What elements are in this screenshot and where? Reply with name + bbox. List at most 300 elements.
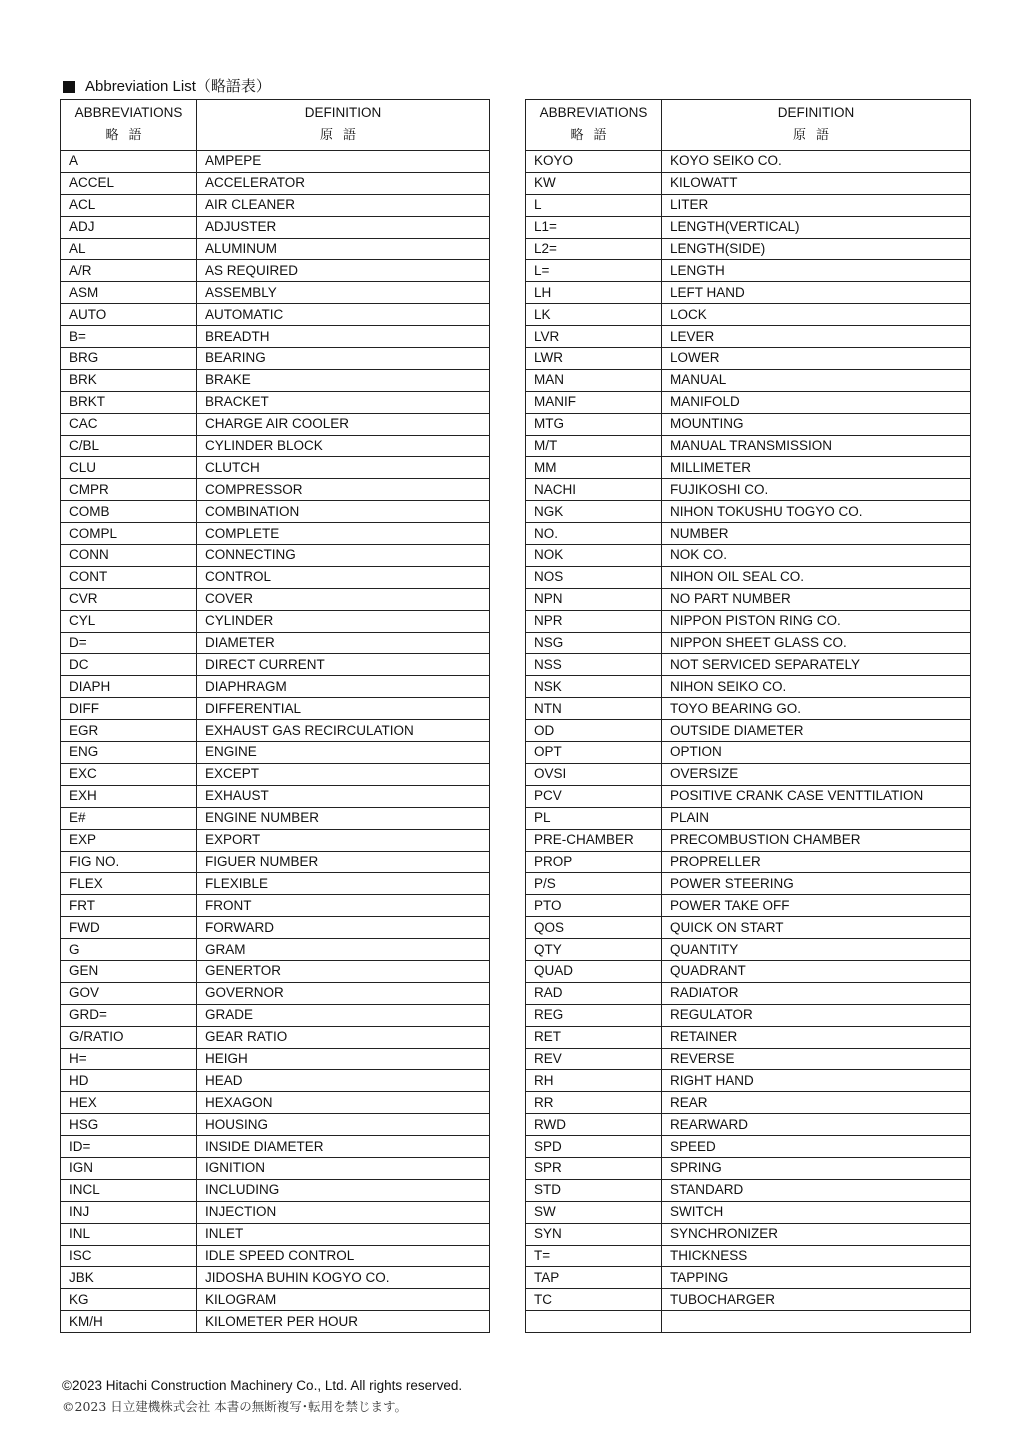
abbreviation-cell: NGK bbox=[526, 501, 662, 523]
definition-cell: GEAR RATIO bbox=[197, 1026, 490, 1048]
definition-cell: GOVERNOR bbox=[197, 982, 490, 1004]
table-row bbox=[61, 939, 490, 961]
definition-cell: NO PART NUMBER bbox=[662, 588, 971, 610]
definition-cell: LITER bbox=[662, 194, 971, 216]
abbreviation-cell: CMPR bbox=[61, 479, 197, 501]
definition-cell: CONNECTING bbox=[197, 545, 490, 567]
table-row bbox=[61, 1311, 490, 1333]
abbreviation-cell: P/S bbox=[526, 873, 662, 895]
abbreviation-cell: KM/H bbox=[61, 1311, 197, 1333]
table-row bbox=[526, 1289, 971, 1311]
definition-cell: MANIFOLD bbox=[662, 391, 971, 413]
table-row bbox=[61, 326, 490, 348]
abbreviation-cell: QUAD bbox=[526, 960, 662, 982]
table-row bbox=[526, 851, 971, 873]
abbreviation-cell: SPR bbox=[526, 1157, 662, 1179]
abbreviation-cell: ACCEL bbox=[61, 172, 197, 194]
definition-cell: KILOGRAM bbox=[197, 1289, 490, 1311]
table-row bbox=[61, 1267, 490, 1289]
abbreviation-cell: NOK bbox=[526, 545, 662, 567]
abbreviation-cell: IGN bbox=[61, 1157, 197, 1179]
abbreviation-cell: MANIF bbox=[526, 391, 662, 413]
abbreviation-cell: G bbox=[61, 939, 197, 961]
abbreviation-cell: EXC bbox=[61, 763, 197, 785]
definition-cell: FIGUER NUMBER bbox=[197, 851, 490, 873]
abbreviation-cell: FWD bbox=[61, 917, 197, 939]
table-row bbox=[61, 1136, 490, 1158]
table-row bbox=[526, 501, 971, 523]
table-row bbox=[526, 1004, 971, 1026]
table-row bbox=[526, 479, 971, 501]
abbreviation-cell: M/T bbox=[526, 435, 662, 457]
definition-cell: HOUSING bbox=[197, 1114, 490, 1136]
definition-cell: HEIGH bbox=[197, 1048, 490, 1070]
table-row bbox=[61, 435, 490, 457]
table-row bbox=[61, 654, 490, 676]
table-row bbox=[61, 632, 490, 654]
table-row bbox=[61, 960, 490, 982]
definition-cell: STANDARD bbox=[662, 1179, 971, 1201]
abbreviations-header bbox=[61, 100, 197, 151]
table-row bbox=[61, 610, 490, 632]
definition-cell: COMBINATION bbox=[197, 501, 490, 523]
definition-cell: QUICK ON START bbox=[662, 917, 971, 939]
abbreviation-cell: KOYO bbox=[526, 151, 662, 173]
table-row bbox=[526, 654, 971, 676]
abbreviation-cell: ADJ bbox=[61, 216, 197, 238]
abbreviations-header-jp: 略語 bbox=[570, 128, 617, 143]
definition-cell: ENGINE NUMBER bbox=[197, 807, 490, 829]
definition-cell bbox=[662, 1311, 971, 1333]
abbreviation-cell: PCV bbox=[526, 785, 662, 807]
abbreviation-cell: ISC bbox=[61, 1245, 197, 1267]
table-row bbox=[526, 960, 971, 982]
definition-cell: INJECTION bbox=[197, 1201, 490, 1223]
table-row bbox=[61, 982, 490, 1004]
abbreviation-cell: ID= bbox=[61, 1136, 197, 1158]
abbreviation-cell: QTY bbox=[526, 939, 662, 961]
definition-cell: COMPRESSOR bbox=[197, 479, 490, 501]
table-row bbox=[526, 369, 971, 391]
definition-cell: DIRECT CURRENT bbox=[197, 654, 490, 676]
definition-cell: SPEED bbox=[662, 1136, 971, 1158]
definition-cell: FRONT bbox=[197, 895, 490, 917]
definition-cell: AIR CLEANER bbox=[197, 194, 490, 216]
definition-cell: CYLINDER BLOCK bbox=[197, 435, 490, 457]
definition-cell: LENGTH(VERTICAL) bbox=[662, 216, 971, 238]
table-row bbox=[526, 304, 971, 326]
table-row bbox=[61, 151, 490, 173]
definition-cell: CLUTCH bbox=[197, 457, 490, 479]
table-row bbox=[526, 873, 971, 895]
table-row bbox=[526, 829, 971, 851]
abbreviation-cell: NACHI bbox=[526, 479, 662, 501]
abbreviation-cell: OPT bbox=[526, 742, 662, 764]
definition-cell: NOK CO. bbox=[662, 545, 971, 567]
definition-cell: COMPLETE bbox=[197, 523, 490, 545]
table-row bbox=[526, 545, 971, 567]
copyright-english: ©2023 Hitachi Construction Machinery Co., Ltd. All rights reserved. bbox=[62, 1378, 463, 1393]
table-row bbox=[526, 1026, 971, 1048]
table-row bbox=[526, 917, 971, 939]
table-row bbox=[61, 851, 490, 873]
abbreviation-cell: DIAPH bbox=[61, 676, 197, 698]
abbreviation-cell: BRG bbox=[61, 348, 197, 370]
table-row bbox=[526, 1048, 971, 1070]
definition-cell: GRAM bbox=[197, 939, 490, 961]
table-row bbox=[61, 873, 490, 895]
table-row bbox=[61, 413, 490, 435]
table-row bbox=[61, 829, 490, 851]
abbreviation-cell: LK bbox=[526, 304, 662, 326]
table-row bbox=[526, 1245, 971, 1267]
definition-cell: MOUNTING bbox=[662, 413, 971, 435]
definition-cell: SPRING bbox=[662, 1157, 971, 1179]
definition-cell: NIHON TOKUSHU TOGYO CO. bbox=[662, 501, 971, 523]
definition-cell: REGULATOR bbox=[662, 1004, 971, 1026]
definition-cell: BRACKET bbox=[197, 391, 490, 413]
table-row bbox=[61, 742, 490, 764]
abbreviation-cell: E# bbox=[61, 807, 197, 829]
table-row bbox=[61, 785, 490, 807]
definition-cell: SWITCH bbox=[662, 1201, 971, 1223]
abbreviation-cell: FRT bbox=[61, 895, 197, 917]
definition-cell: REVERSE bbox=[662, 1048, 971, 1070]
definition-cell: KOYO SEIKO CO. bbox=[662, 151, 971, 173]
abbreviation-cell: MTG bbox=[526, 413, 662, 435]
table-header-row bbox=[61, 100, 490, 151]
table-row bbox=[61, 1092, 490, 1114]
definition-cell: MANUAL bbox=[662, 369, 971, 391]
definition-cell: RIGHT HAND bbox=[662, 1070, 971, 1092]
table-row bbox=[526, 895, 971, 917]
table-row bbox=[526, 172, 971, 194]
table-row bbox=[61, 763, 490, 785]
table-row bbox=[61, 238, 490, 260]
definition-cell: LENGTH(SIDE) bbox=[662, 238, 971, 260]
table-row bbox=[61, 720, 490, 742]
definition-cell: POWER TAKE OFF bbox=[662, 895, 971, 917]
abbreviation-cell: SW bbox=[526, 1201, 662, 1223]
abbreviation-cell: TAP bbox=[526, 1267, 662, 1289]
definition-cell: ALUMINUM bbox=[197, 238, 490, 260]
abbreviation-cell: PL bbox=[526, 807, 662, 829]
definition-cell: TAPPING bbox=[662, 1267, 971, 1289]
definition-cell: EXHAUST bbox=[197, 785, 490, 807]
table-row bbox=[526, 742, 971, 764]
table-row bbox=[61, 172, 490, 194]
definition-cell: TUBOCHARGER bbox=[662, 1289, 971, 1311]
table-row bbox=[526, 610, 971, 632]
abbreviation-cell: LVR bbox=[526, 326, 662, 348]
abbreviation-cell: FIG NO. bbox=[61, 851, 197, 873]
definition-cell: FUJIKOSHI CO. bbox=[662, 479, 971, 501]
abbreviation-cell: NTN bbox=[526, 698, 662, 720]
table-row bbox=[526, 588, 971, 610]
definition-cell: LEVER bbox=[662, 326, 971, 348]
table-row bbox=[526, 523, 971, 545]
abbreviation-cell: BRK bbox=[61, 369, 197, 391]
definition-cell: DIAPHRAGM bbox=[197, 676, 490, 698]
page-title-text: Abbreviation List（略語表） bbox=[85, 78, 271, 95]
definition-cell: NIPPON SHEET GLASS CO. bbox=[662, 632, 971, 654]
abbreviation-cell bbox=[526, 1311, 662, 1333]
abbreviation-cell: DIFF bbox=[61, 698, 197, 720]
abbreviation-cell: D= bbox=[61, 632, 197, 654]
table-row bbox=[526, 1136, 971, 1158]
abbreviation-cell: OD bbox=[526, 720, 662, 742]
abbreviation-cell: G/RATIO bbox=[61, 1026, 197, 1048]
definition-cell: GRADE bbox=[197, 1004, 490, 1026]
abbreviation-cell: EGR bbox=[61, 720, 197, 742]
table-row bbox=[526, 807, 971, 829]
table-row bbox=[526, 1179, 971, 1201]
table-row bbox=[526, 413, 971, 435]
abbreviation-cell: BRKT bbox=[61, 391, 197, 413]
table-row bbox=[61, 895, 490, 917]
table-row bbox=[61, 194, 490, 216]
definition-cell: ACCELERATOR bbox=[197, 172, 490, 194]
abbreviation-cell: EXP bbox=[61, 829, 197, 851]
abbreviation-cell: OVSI bbox=[526, 763, 662, 785]
abbreviation-cell: NOS bbox=[526, 566, 662, 588]
definition-cell: EXHAUST GAS RECIRCULATION bbox=[197, 720, 490, 742]
abbreviation-cell: C/BL bbox=[61, 435, 197, 457]
table-row bbox=[61, 1289, 490, 1311]
abbreviation-cell: A/R bbox=[61, 260, 197, 282]
table-row bbox=[526, 982, 971, 1004]
table-row bbox=[61, 1048, 490, 1070]
abbreviation-cell: DC bbox=[61, 654, 197, 676]
definition-cell: PLAIN bbox=[662, 807, 971, 829]
definition-header-jp: 原語 bbox=[792, 128, 839, 143]
definition-cell: COVER bbox=[197, 588, 490, 610]
abbreviation-cell: TC bbox=[526, 1289, 662, 1311]
table-row bbox=[61, 1026, 490, 1048]
definition-cell: POWER STEERING bbox=[662, 873, 971, 895]
definition-cell: AMPEPE bbox=[197, 151, 490, 173]
definition-cell: NUMBER bbox=[662, 523, 971, 545]
table-row bbox=[61, 1004, 490, 1026]
definition-cell: NOT SERVICED SEPARATELY bbox=[662, 654, 971, 676]
abbreviation-cell: GEN bbox=[61, 960, 197, 982]
definition-cell: LENGTH bbox=[662, 260, 971, 282]
abbreviation-cell: L= bbox=[526, 260, 662, 282]
abbreviation-cell: NPR bbox=[526, 610, 662, 632]
table-row bbox=[61, 1179, 490, 1201]
abbreviation-cell: ENG bbox=[61, 742, 197, 764]
definition-cell: KILOWATT bbox=[662, 172, 971, 194]
table-row bbox=[61, 304, 490, 326]
abbreviation-cell: NSS bbox=[526, 654, 662, 676]
table-row bbox=[61, 566, 490, 588]
table-row bbox=[526, 1223, 971, 1245]
abbreviation-cell: EXH bbox=[61, 785, 197, 807]
table-row bbox=[61, 348, 490, 370]
table-row bbox=[526, 238, 971, 260]
abbreviation-cell: ACL bbox=[61, 194, 197, 216]
definition-cell: REAR bbox=[662, 1092, 971, 1114]
table-row bbox=[526, 282, 971, 304]
abbreviation-cell: ASM bbox=[61, 282, 197, 304]
definition-cell: DIAMETER bbox=[197, 632, 490, 654]
abbreviation-cell: AUTO bbox=[61, 304, 197, 326]
abbreviation-cell: JBK bbox=[61, 1267, 197, 1289]
abbreviations-header bbox=[526, 100, 662, 151]
definition-cell: LOCK bbox=[662, 304, 971, 326]
definition-cell: BRAKE bbox=[197, 369, 490, 391]
table-row bbox=[526, 216, 971, 238]
square-bullet-icon bbox=[63, 81, 75, 93]
definition-cell: NIHON OIL SEAL CO. bbox=[662, 566, 971, 588]
definition-cell: LEFT HAND bbox=[662, 282, 971, 304]
abbreviation-table-left bbox=[60, 99, 490, 1333]
definition-cell: QUADRANT bbox=[662, 960, 971, 982]
abbreviation-cell: L bbox=[526, 194, 662, 216]
abbreviation-cell: SYN bbox=[526, 1223, 662, 1245]
abbreviation-cell: H= bbox=[61, 1048, 197, 1070]
abbreviation-cell: SPD bbox=[526, 1136, 662, 1158]
definition-cell: OVERSIZE bbox=[662, 763, 971, 785]
abbreviation-cell: PROP bbox=[526, 851, 662, 873]
page-title bbox=[63, 76, 271, 98]
table-row bbox=[526, 566, 971, 588]
definition-cell: THICKNESS bbox=[662, 1245, 971, 1267]
abbreviation-cell: T= bbox=[526, 1245, 662, 1267]
abbreviation-cell: RR bbox=[526, 1092, 662, 1114]
abbreviation-cell: LWR bbox=[526, 348, 662, 370]
definition-cell: RETAINER bbox=[662, 1026, 971, 1048]
definition-cell: HEAD bbox=[197, 1070, 490, 1092]
abbreviation-cell: LH bbox=[526, 282, 662, 304]
definition-cell: ENGINE bbox=[197, 742, 490, 764]
table-row bbox=[526, 1267, 971, 1289]
definition-cell: IDLE SPEED CONTROL bbox=[197, 1245, 490, 1267]
definition-cell: RADIATOR bbox=[662, 982, 971, 1004]
table-row bbox=[526, 435, 971, 457]
definition-cell: DIFFERENTIAL bbox=[197, 698, 490, 720]
table-row bbox=[526, 1114, 971, 1136]
abbreviation-cell: MAN bbox=[526, 369, 662, 391]
abbreviation-cell: REG bbox=[526, 1004, 662, 1026]
abbreviation-cell: GRD= bbox=[61, 1004, 197, 1026]
definition-cell: INLET bbox=[197, 1223, 490, 1245]
abbreviation-table-right bbox=[525, 99, 971, 1333]
abbreviation-cell: KW bbox=[526, 172, 662, 194]
table-row bbox=[61, 698, 490, 720]
definition-header-en: DEFINITION bbox=[777, 105, 855, 120]
abbreviation-cell: INCL bbox=[61, 1179, 197, 1201]
table-header-row bbox=[526, 100, 971, 151]
table-row bbox=[61, 216, 490, 238]
table-row bbox=[61, 479, 490, 501]
definition-cell: ADJUSTER bbox=[197, 216, 490, 238]
definition-cell: MANUAL TRANSMISSION bbox=[662, 435, 971, 457]
table-row bbox=[526, 676, 971, 698]
copyright-japanese: ©2023 日立建機株式会社 本書の無断複写･転用を禁じます。 bbox=[62, 1399, 408, 1414]
abbreviation-cell: NSK bbox=[526, 676, 662, 698]
definition-cell: PRECOMBUSTION CHAMBER bbox=[662, 829, 971, 851]
table-row bbox=[61, 260, 490, 282]
abbreviation-cell: AL bbox=[61, 238, 197, 260]
abbreviation-cell: RET bbox=[526, 1026, 662, 1048]
table-row bbox=[61, 917, 490, 939]
abbreviation-cell: INJ bbox=[61, 1201, 197, 1223]
definition-cell: TOYO BEARING GO. bbox=[662, 698, 971, 720]
definition-cell: CHARGE AIR COOLER bbox=[197, 413, 490, 435]
abbreviation-cell: NSG bbox=[526, 632, 662, 654]
table-row bbox=[526, 939, 971, 961]
table-row bbox=[61, 1157, 490, 1179]
table-row bbox=[526, 151, 971, 173]
abbreviations-header-jp: 略語 bbox=[105, 128, 152, 143]
abbreviation-cell: NPN bbox=[526, 588, 662, 610]
definition-header-en: DEFINITION bbox=[304, 105, 382, 120]
definition-cell: PROPRELLER bbox=[662, 851, 971, 873]
abbreviation-cell: COMPL bbox=[61, 523, 197, 545]
definition-cell: OPTION bbox=[662, 742, 971, 764]
definition-cell: JIDOSHA BUHIN KOGYO CO. bbox=[197, 1267, 490, 1289]
abbreviation-cell: INL bbox=[61, 1223, 197, 1245]
definition-cell: MILLIMETER bbox=[662, 457, 971, 479]
abbreviation-cell: HSG bbox=[61, 1114, 197, 1136]
definition-cell: QUANTITY bbox=[662, 939, 971, 961]
definition-header-jp: 原語 bbox=[319, 128, 366, 143]
table-row bbox=[61, 588, 490, 610]
table-row bbox=[61, 1114, 490, 1136]
table-row bbox=[61, 807, 490, 829]
table-row bbox=[526, 763, 971, 785]
abbreviation-cell: B= bbox=[61, 326, 197, 348]
definition-cell: IGNITION bbox=[197, 1157, 490, 1179]
abbreviation-cell: NO. bbox=[526, 523, 662, 545]
abbreviation-cell: FLEX bbox=[61, 873, 197, 895]
abbreviation-cell: HD bbox=[61, 1070, 197, 1092]
definition-cell: LOWER bbox=[662, 348, 971, 370]
definition-cell: AUTOMATIC bbox=[197, 304, 490, 326]
table-row bbox=[526, 1157, 971, 1179]
definition-cell: NIPPON PISTON RING CO. bbox=[662, 610, 971, 632]
definition-cell: FLEXIBLE bbox=[197, 873, 490, 895]
table-row bbox=[61, 391, 490, 413]
table-row bbox=[61, 282, 490, 304]
table-row bbox=[526, 698, 971, 720]
definition-cell: ASSEMBLY bbox=[197, 282, 490, 304]
definition-header bbox=[197, 100, 490, 151]
table-row bbox=[526, 1070, 971, 1092]
definition-cell: INCLUDING bbox=[197, 1179, 490, 1201]
table-row bbox=[526, 391, 971, 413]
abbreviation-cell: STD bbox=[526, 1179, 662, 1201]
abbreviation-cell: RH bbox=[526, 1070, 662, 1092]
abbreviation-cell: CONN bbox=[61, 545, 197, 567]
table-row bbox=[61, 545, 490, 567]
table-row bbox=[61, 523, 490, 545]
abbreviation-cell: CYL bbox=[61, 610, 197, 632]
abbreviation-cell: KG bbox=[61, 1289, 197, 1311]
table-row bbox=[526, 1092, 971, 1114]
abbreviation-cell: COMB bbox=[61, 501, 197, 523]
abbreviation-cell: L1= bbox=[526, 216, 662, 238]
abbreviation-cell: CAC bbox=[61, 413, 197, 435]
table-row bbox=[61, 457, 490, 479]
definition-cell: AS REQUIRED bbox=[197, 260, 490, 282]
table-row bbox=[526, 260, 971, 282]
definition-cell: KILOMETER PER HOUR bbox=[197, 1311, 490, 1333]
abbreviation-cell: MM bbox=[526, 457, 662, 479]
definition-cell: REARWARD bbox=[662, 1114, 971, 1136]
definition-cell: HEXAGON bbox=[197, 1092, 490, 1114]
